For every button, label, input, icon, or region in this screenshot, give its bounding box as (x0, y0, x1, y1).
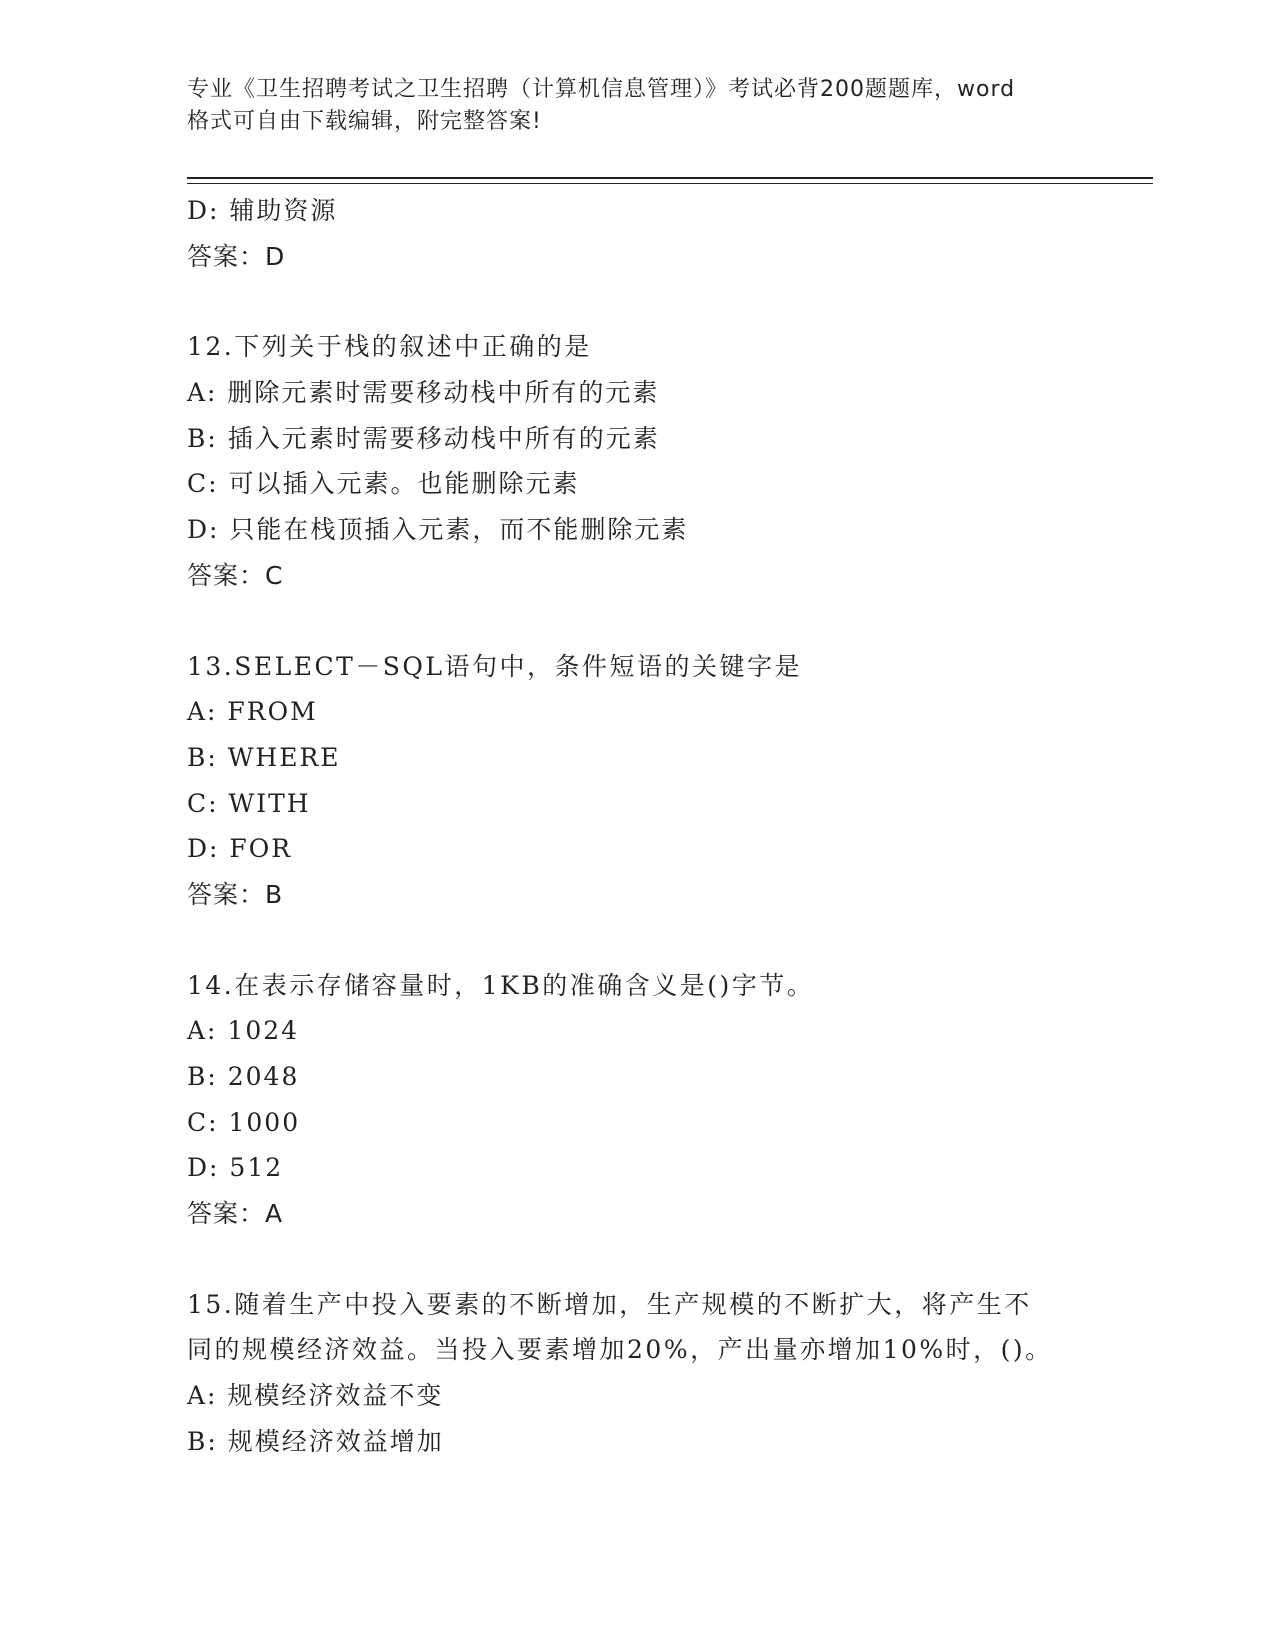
option-c: C: 可以插入元素。也能删除元素 (187, 469, 580, 499)
option-a: A: 删除元素时需要移动栈中所有的元素 (187, 378, 660, 408)
answer-line: 答案：B (187, 879, 284, 909)
answer-line: 答案：D (187, 241, 286, 271)
question-12 (187, 324, 1087, 598)
option-d: D: FOR (187, 834, 293, 864)
question-text: 12.下列关于栈的叙述中正确的是 (187, 332, 592, 362)
option-d: D: 辅助资源 (187, 196, 338, 225)
question-14 (187, 963, 1087, 1237)
question-text: 14.在表示存储容量时，1KB的准确含义是()字节。 (187, 970, 815, 1000)
question-text-line-2: 同的规模经济效益。当投入要素增加20%，产出量亦增加10%时，()。 (187, 1335, 1053, 1365)
question-text-line-1: 15.随着生产中投入要素的不断增加，生产规模的不断扩大，将产生不 (187, 1289, 1032, 1319)
option-a: A: FROM (187, 697, 318, 727)
header-rule-thin (187, 183, 1153, 184)
option-c: C: WITH (187, 788, 311, 818)
option-a: A: 1024 (187, 1016, 300, 1046)
header-line-1: 专业《卫生招聘考试之卫生招聘（计算机信息管理）》考试必背200题题库，word (187, 77, 1016, 102)
question-text: 13.SELECT－SQL语句中，条件短语的关键字是 (187, 651, 803, 681)
option-c: C: 1000 (187, 1107, 301, 1137)
option-b: B: 2048 (187, 1062, 300, 1091)
answer-line: 答案：C (187, 560, 284, 590)
option-a: A: 规模经济效益不变 (187, 1381, 444, 1411)
document-header (187, 74, 1087, 138)
answer-line: 答案：A (187, 1199, 284, 1229)
option-d: D: 只能在栈顶插入元素，而不能删除元素 (187, 515, 689, 545)
question-13 (187, 644, 1087, 918)
question-15 (187, 1282, 1087, 1465)
document-body (187, 188, 1087, 1465)
lead-block (187, 188, 1087, 279)
option-b: B: 规模经济效益增加 (187, 1426, 444, 1456)
option-b: B: WHERE (187, 742, 341, 772)
option-b: B: 插入元素时需要移动栈中所有的元素 (187, 423, 660, 453)
option-d: D: 512 (187, 1153, 284, 1183)
header-line-2: 格式可自由下载编辑，附完整答案! (187, 109, 542, 134)
header-rule-thick (187, 177, 1153, 179)
